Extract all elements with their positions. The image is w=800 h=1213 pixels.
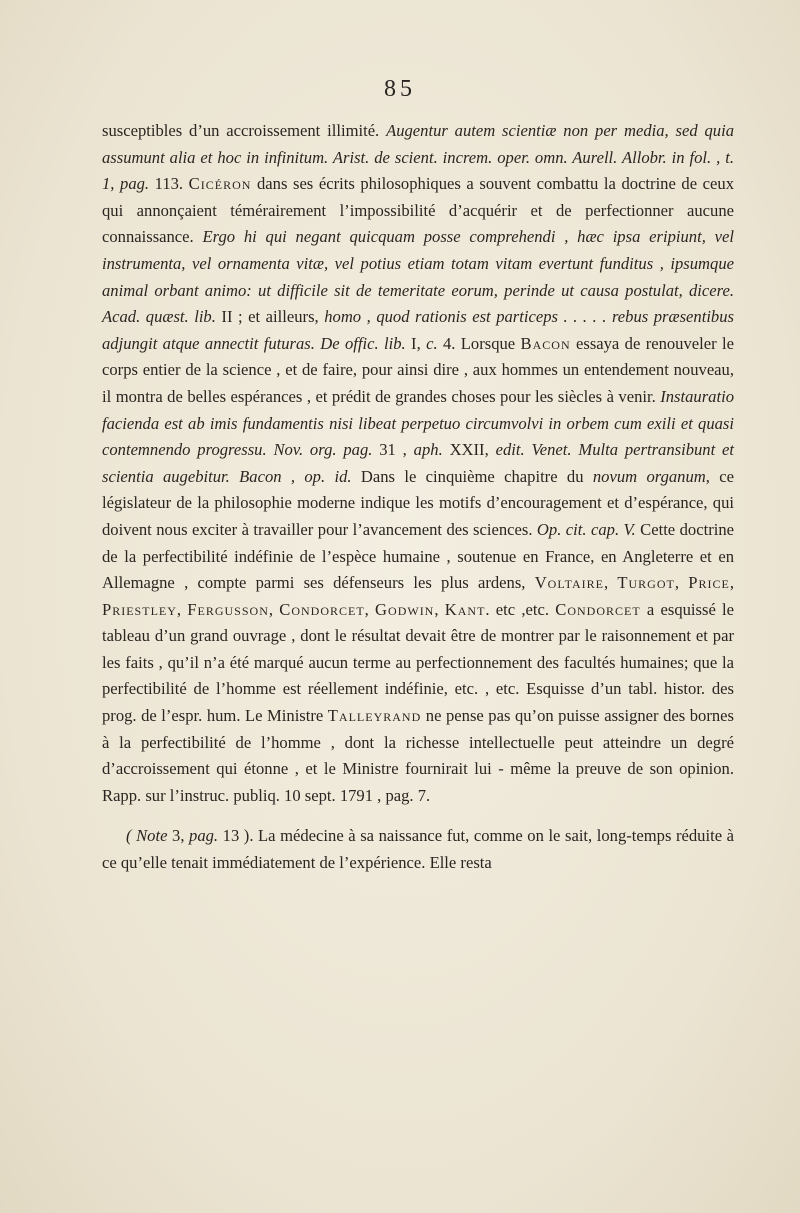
italic-text: edit. Venet. Multa pertransibunt et scientia augebitur. Bacon , op. id. bbox=[102, 440, 735, 486]
small-caps-name: Cicéron bbox=[188, 174, 252, 194]
text-run: , ce législateur de la philosophie moderne indique les motifs d’encouragement et d’espérance, qui doivent nous exciter à travailler pour l’avancement des sciences. bbox=[102, 466, 734, 539]
text-run: , bbox=[176, 599, 188, 619]
page-number: 85 bbox=[384, 76, 416, 102]
text-run: essaya de renouveler le corps entier de la science , et de faire, pour ainsi dire , aux hommes un entendement nouveau, il montra de belles espérances , et prédit de grandes choses pour les siècles à venir. bbox=[102, 333, 734, 406]
italic-text: c. bbox=[426, 333, 443, 353]
text-run: susceptibles d’un accroissement illimité. bbox=[102, 121, 387, 140]
text-run: ne pense pas qu’on puisse assigner des bornes à la perfectibilité de l’homme , dont la richesse intellectuelle peut atteindre un degré d’accroissement qui étonne , et le Ministre fournirait lui - même la preuve de son opinion. Rapp. sur l’instruc. publiq. 10 sept. 1791 , pag. 7. bbox=[102, 706, 734, 805]
small-caps-name: Talleyrand bbox=[327, 706, 422, 726]
text-run: , bbox=[268, 599, 280, 619]
text-run: Cette doctrine de la perfectibilité indéfinie de l’espèce humaine , soutenue en France, en Angleterre et en Allemagne , compte parmi ses défenseurs les plus ardens, bbox=[102, 519, 734, 593]
body-text bbox=[102, 118, 734, 877]
italic-text: Op. cit. cap. V. bbox=[536, 519, 641, 539]
italic-text: Augentur autem scientiæ non per media, sed quia assumunt alia et hoc in infinitum. bbox=[102, 121, 734, 167]
text-run: Dans le cinquième chapitre du bbox=[360, 466, 593, 486]
text-run: 113. bbox=[154, 174, 189, 194]
italic-text: Ergo hi qui negant quicquam posse comprehendi , hæc ipsa eripiunt, vel instrumenta, vel ornamenta vitæ, vel potius etiam totam vitam evertunt funditus , ipsumque animal orbant animo: ut difficile sit de temeritate eorum, perinde ut causa postulat, dicere. Acad. quæst. lib. bbox=[102, 227, 734, 327]
small-caps-name: Kant bbox=[444, 599, 486, 619]
italic-text: pag. bbox=[189, 826, 223, 846]
text-run: . etc ,etc. bbox=[485, 599, 556, 619]
text-run: , bbox=[674, 573, 689, 593]
italic-text: novum organum bbox=[592, 466, 706, 486]
small-caps-name: Bacon bbox=[520, 333, 571, 353]
paragraph bbox=[102, 118, 734, 809]
text-run: , bbox=[729, 573, 734, 593]
text-run: , bbox=[434, 599, 445, 619]
text-run: 3, bbox=[172, 826, 190, 846]
small-caps-name: Condorcet bbox=[279, 599, 365, 619]
italic-text: Arist bbox=[332, 147, 366, 167]
small-caps-name: Fergusson bbox=[187, 599, 269, 619]
italic-text: homo , quod rationis est particeps . . . . . rebus præsentibus adjungit atque annectit futuras. De offic. lib. bbox=[102, 307, 734, 353]
text-run: I, bbox=[411, 333, 427, 353]
small-caps-name: Godwin bbox=[375, 599, 435, 619]
text-run: , bbox=[603, 573, 618, 593]
text-run: , bbox=[364, 599, 376, 619]
small-caps-name: Priestley bbox=[102, 599, 177, 619]
italic-text: ( Note bbox=[126, 826, 173, 846]
italic-text: aph. bbox=[413, 440, 450, 460]
small-caps-name: Turgot bbox=[617, 573, 675, 593]
text-run: a esquissé le tableau d’un grand ouvrage , dont le résultat devait être de montrer par le raisonnement et par les faits , qu’il n’a été marqué aucun terme au perfectionnement des facultés humaines; que la perfectibilité de l’homme est réellement indéfinie, etc. , etc. Esquisse d’un tabl. histor. des prog. de l’espr. hum. Le Ministre bbox=[102, 599, 735, 726]
text-run: 31 , bbox=[379, 440, 414, 460]
small-caps-name: Price bbox=[688, 573, 730, 593]
italic-text: . de scient. increm. oper. omn. Aurell. Allobr. in fol. , t. 1, pag. bbox=[102, 147, 734, 194]
paragraph bbox=[102, 823, 734, 876]
italic-text: Instauratio facienda est ab imis fundamentis nisi libeat perpetuo circumvolvi in orbem cum exili et quasi contemnendo progressu. Nov. org. pag. bbox=[102, 386, 734, 460]
text-run: II ; et ailleurs, bbox=[221, 307, 325, 327]
small-caps-name: Condorcet bbox=[555, 599, 641, 619]
text-run: dans ses écrits philosophiques a souvent combattu la doctrine de ceux qui annonçaient témérairement l’impossibilité d’acquérir et de perfectionner aucune connaissance. bbox=[102, 174, 734, 247]
text-run: XXII, bbox=[449, 440, 496, 460]
text-run: 13 ). La médecine à sa naissance fut, comme on le sait, long-temps réduite à ce qu’elle tenait immédiatement de l’expérience. Elle resta bbox=[102, 826, 734, 873]
text-run: 4. Lorsque bbox=[442, 333, 521, 353]
small-caps-name: Voltaire bbox=[534, 573, 604, 593]
